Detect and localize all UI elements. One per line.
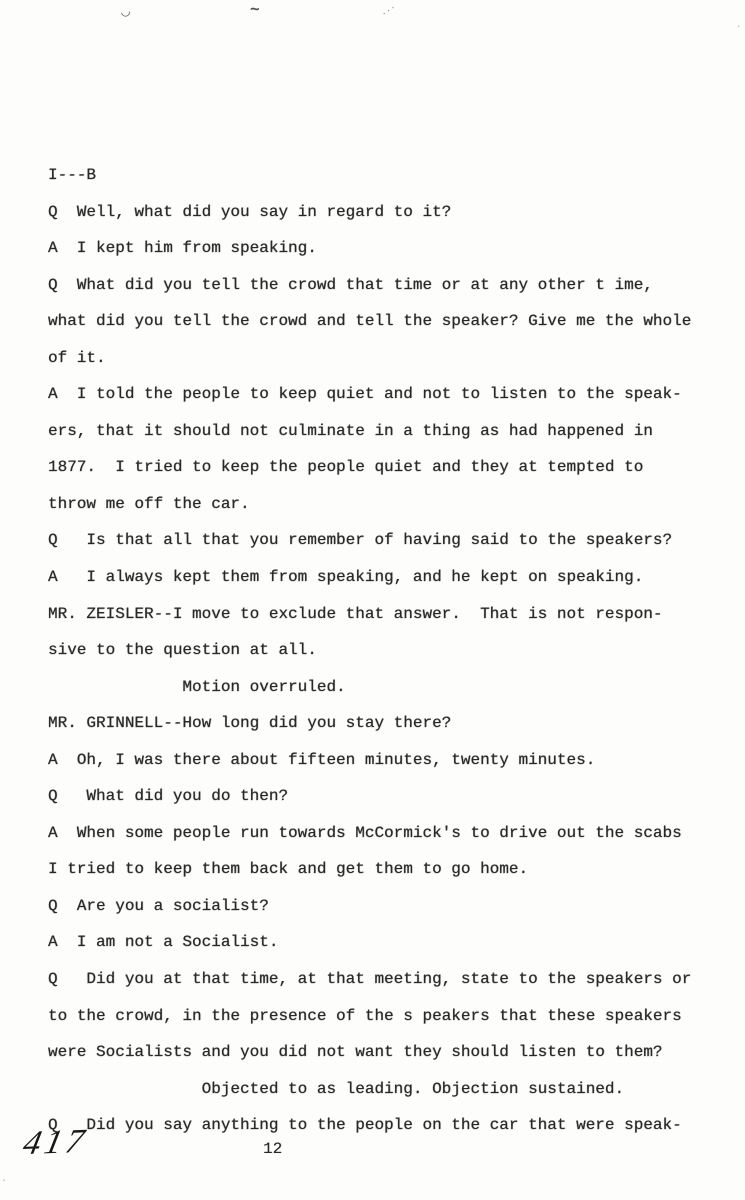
scan-smudge: ∼ [250, 1, 260, 19]
transcript-line: Q Well, what did you say in regard to it? [48, 202, 452, 221]
transcript-line: I tried to keep them back and get them to go home. [48, 860, 529, 879]
transcript-line: MR. ZEISLER--I move to exclude that answer. That is not respon- [48, 604, 663, 623]
transcript-line: Q Is that all that you remember of having said to the speakers? [48, 531, 673, 550]
transcript-line: A I am not a Socialist. [48, 933, 279, 952]
transcript-line: sive to the question at all. [48, 641, 317, 660]
scan-smudge: ◡ [120, 3, 132, 22]
transcript-line: of it. [48, 348, 106, 367]
transcript-line: Q Did you say anything to the people on the car that were speak- [48, 1116, 682, 1135]
transcript-line: A When some people run towards McCormick's to drive out the scabs [48, 823, 682, 842]
transcript-line: ers, that it should not culminate in a thing as had happened in [48, 421, 653, 440]
transcript-line: to the crowd, in the presence of the s peakers that these speakers [48, 1006, 682, 1025]
transcript-line: Motion overruled. [48, 677, 346, 696]
transcript-line: A I kept him from speaking. [48, 239, 317, 258]
transcript-line: Q What did you do then? [48, 787, 289, 806]
transcript-line: throw me off the car. [48, 494, 250, 513]
transcript-line: Q Are you a socialist? [48, 896, 269, 915]
transcript-line: Q What did you tell the crowd that time or at any other t ime, [48, 275, 653, 294]
page-number: 12 [263, 1140, 283, 1158]
scan-speck: · [1, 1176, 8, 1187]
handwritten-page-number: 417 [19, 1122, 92, 1163]
scan-smudge: ⋰ [381, 4, 395, 19]
transcript-text-block [48, 157, 728, 1144]
transcript-line: what did you tell the crowd and tell the speaker? Give me the whole [48, 312, 692, 331]
transcript-line: 1877. I tried to keep the people quiet and they at tempted to [48, 458, 644, 477]
transcript-line: I---B [48, 166, 97, 184]
transcript-line: A Oh, I was there about fifteen minutes, twenty minutes. [48, 750, 596, 769]
transcript-line: Objected to as leading. Objection sustained. [48, 1079, 625, 1098]
scan-speck: · [736, 22, 742, 32]
transcript-line: MR. GRINNELL--How long did you stay there? [48, 714, 452, 733]
transcript-line: A I told the people to keep quiet and not to listen to the speak- [48, 385, 682, 404]
transcript-line: Q Did you at that time, at that meeting, state to the speakers or [48, 970, 692, 989]
transcript-line: A I always kept them from speaking, and he kept on speaking. [48, 568, 644, 587]
transcript-line: were Socialists and you did not want they should listen to them? [48, 1043, 663, 1062]
